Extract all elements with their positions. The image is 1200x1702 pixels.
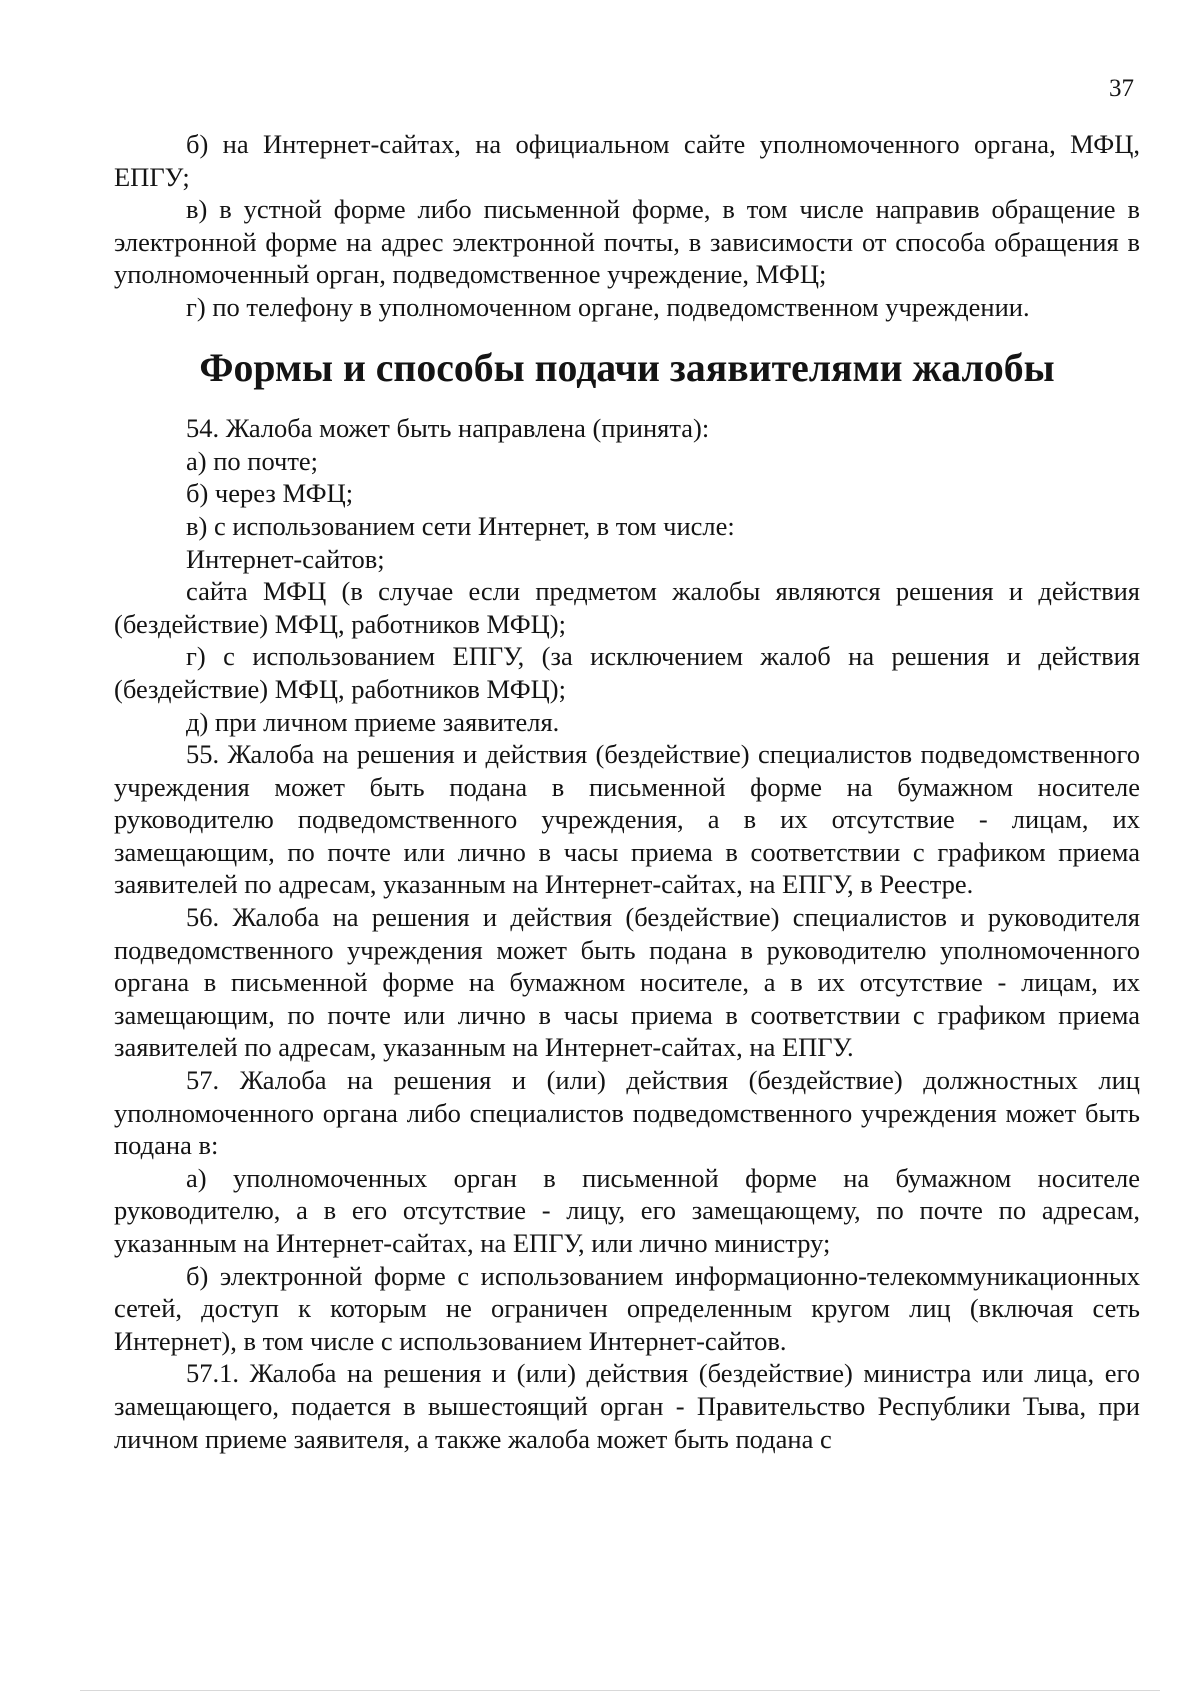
paragraph-item-v-oral-written: в) в устной форме либо письменной форме, в том числе направив обращение в электронной форме на адрес электронной почты, в зависимости от способа обращения в уполномоченный орган, подведомственное учреждение, МФЦ;: [114, 194, 1140, 290]
paragraph-54-b: б) через МФЦ;: [186, 478, 354, 509]
paragraph-54-v: в) с использованием сети Интернет, в том числе:: [186, 510, 735, 541]
paragraph-57-a: а) уполномоченных орган в письменной форме на бумажном носителе руководителю, а в его отсутствие - лицу, его замещающему, по почте по адресам, указанным на Интернет-сайтах, на ЕПГУ, или лично министру;: [114, 1162, 1140, 1258]
paragraph-57-b: б) электронной форме с использованием информационно-телекоммуникационных сетей, доступ к которым не ограничен определенным кругом лиц (включая сеть Интернет), в том числе с использованием Интернет-сайтов.: [114, 1260, 1140, 1356]
paragraph-54-v-websites: Интернет-сайтов;: [186, 543, 385, 574]
paragraph-54-a: а) по почте;: [186, 445, 319, 476]
document-body: [114, 128, 1140, 1455]
paragraph-54: 54. Жалоба может быть направлена (принята):: [186, 413, 710, 444]
paragraph-item-b-websites: б) на Интернет-сайтах, на официальном сайте уполномоченного органа, МФЦ, ЕПГУ;: [114, 129, 1140, 192]
paragraph-54-d: д) при личном приеме заявителя.: [186, 706, 560, 737]
page-number: 37: [1109, 75, 1134, 102]
section-heading: Формы и способы подачи заявителями жалобы: [199, 345, 1055, 390]
paragraph-57: 57. Жалоба на решения и (или) действия (бездействие) должностных лиц уполномоченного органа либо специалистов подведомственного учреждения может быть подана в:: [114, 1065, 1140, 1161]
paragraph-item-g-phone: г) по телефону в уполномоченном органе, подведомственном учреждении.: [186, 291, 1030, 322]
page-bottom-edge: [80, 1690, 1160, 1691]
paragraph-57-1: 57.1. Жалоба на решения и (или) действия (бездействие) министра или лица, его замещающего, подается в вышестоящий орган - Правительство Республики Тыва, при личном приеме заявителя, а также жалоба может быть подана с: [114, 1358, 1140, 1454]
paragraph-55: 55. Жалоба на решения и действия (бездействие) специалистов подведомственного учреждения может быть подана в письменной форме на бумажном носителе руководителю подведомственного учреждения, а в их отсутствие - лицам, их замещающим, по почте или лично в часы приема в соответствии с графиком приема заявителей по адресам, указанным на Интернет-сайтах, на ЕПГУ, в Реестре.: [114, 739, 1140, 900]
paragraph-54-v-mfc-site: сайта МФЦ (в случае если предметом жалобы являются решения и действия (бездействие) МФЦ, работников МФЦ);: [114, 576, 1140, 639]
paragraph-54-g: г) с использованием ЕПГУ, (за исключением жалоб на решения и действия (бездействие) МФЦ, работников МФЦ);: [114, 641, 1140, 704]
paragraph-56: 56. Жалоба на решения и действия (бездействие) специалистов и руководителя подведомственного учреждения может быть подана в руководителю уполномоченного органа в письменной форме на бумажном носителе, а в их отсутствие - лицам, их замещающим, по почте или лично в часы приема в соответствии с графиком приема заявителей по адресам, указанным на Интернет-сайтах, на ЕПГУ.: [114, 902, 1140, 1063]
